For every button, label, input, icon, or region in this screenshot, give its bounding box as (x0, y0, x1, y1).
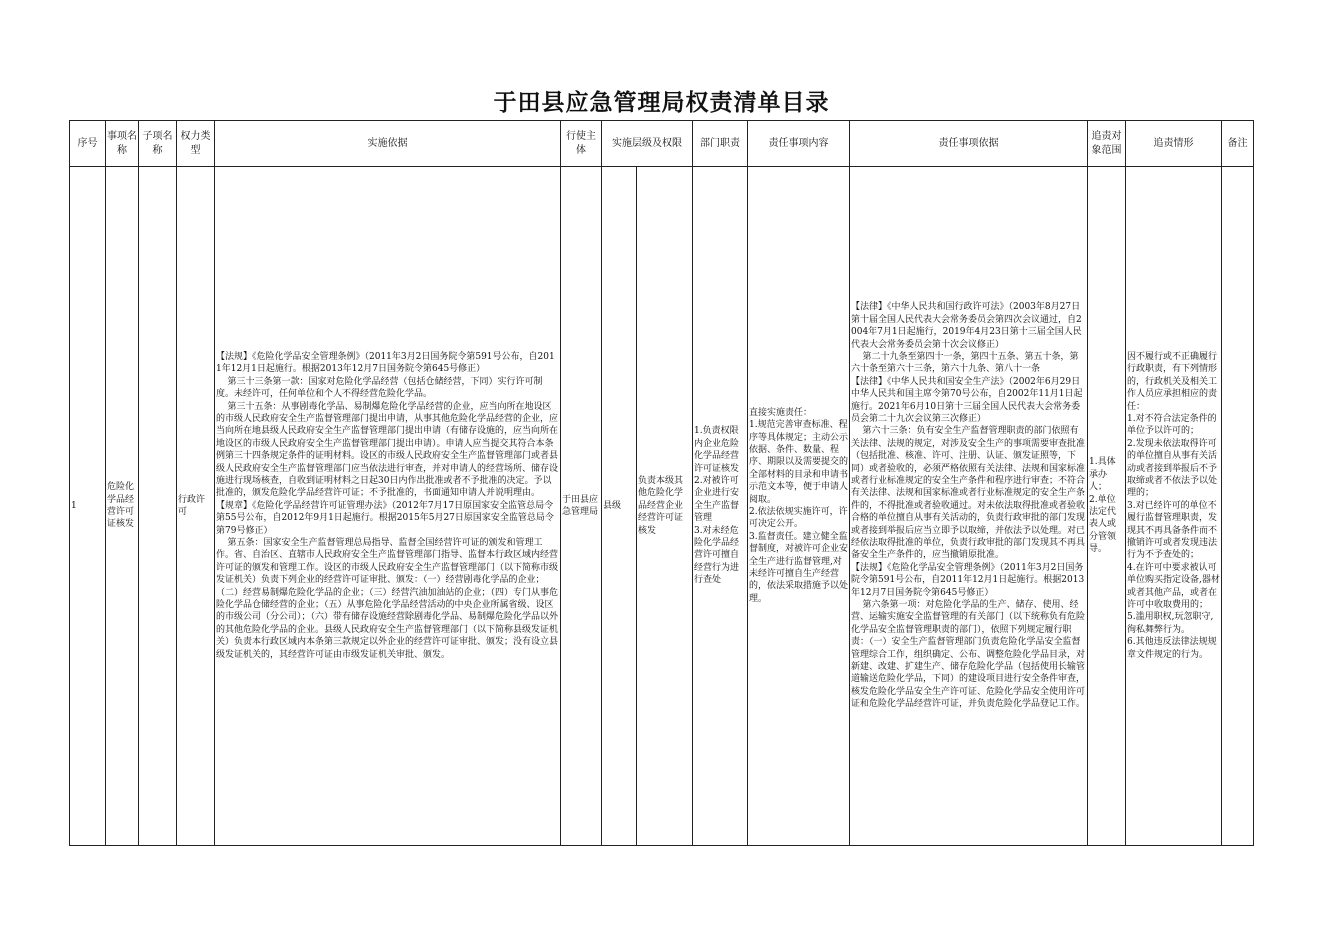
cell-subject: 于田县应急管理局 (561, 167, 602, 846)
header-power-type: 权力类型 (177, 121, 215, 167)
header-basis: 实施依据 (215, 121, 561, 167)
cell-power-type: 行政许可 (177, 167, 215, 846)
cell-item-name: 危险化学品经营许可证核发 (106, 167, 139, 846)
page-title: 于田县应急管理局权责清单目录 (493, 89, 830, 116)
cell-duty: 1.负责权限内企业危险化学品经营许可证核发 2.对被许可企业进行安全生产监督管理 3.对未经危险化学品经营许可擅自经营行为进行查处 (693, 167, 748, 846)
cell-circumstances: 因不履行或不正确履行行政职责，有下列情形的，行政机关及相关工作人员应承担相应的责任： 1.对不符合法定条件的单位予以许可的； 2.发现未依法取得许可的单位擅自从事有关活动或者接到举报后不予取缔或者不依法予以处理的； 3.对已经许可的单位不履行监督管理职责，发现其不再具备条件而不撤销许可或者发现违法行为不予查处的； 4.在许可中要求被认可单位购买指定设备,器材或者其他产品，或者在许可中收取费用的； 5.滥用职权,玩忽职守,徇私舞弊行为。 6.其他违反法律法规规章文件规定的行为。 (1126, 167, 1222, 846)
header-remarks: 备注 (1222, 121, 1254, 167)
authority-list-table (69, 120, 1254, 846)
header-subject: 行使主体 (561, 121, 602, 167)
header-seq: 序号 (70, 121, 106, 167)
header-sub-item: 子项名称 (139, 121, 177, 167)
cell-remarks (1222, 167, 1254, 846)
cell-resp-content: 直接实施责任： 1.规范完善审查标准、程序等具体规定；主动公示依据、条件、数量、程序、期限以及需要提交的全部材料的目录和申请书示范文本等，便于申请人阅取。 2.依法依规实施许可，许可决定公开。 3.监督责任。建立健全监督制度，对被许可企业安全生产进行监督管理,对未经许可擅自生产经营的，依法采取措施予以处理。 (748, 167, 850, 846)
header-resp-basis: 责任事项依据 (850, 121, 1088, 167)
cell-level-authority: 负责本级其他危险化学品经营企业经营许可证核发 (637, 167, 693, 846)
cell-resp-basis: 【法律】《中华人民共和国行政许可法》（2003年8月27日第十届全国人民代表大会常务委员会第四次会议通过，自2004年7月1日起施行，2019年4月23日第十三届全国人民代表大会常务委员会第十次会议修正） 第二十九条至第四十一条，第四十五条、第五十条，第六十条至第六十三条，第六十九条、第八十一条 【法律】《中华人民共和国安全生产法》（2002年6月29日中华人民共和国主席令第70号公布，自2002年11月1日起施行。2021年6月10日第十三届全国人民代表大会常务委员会第二十九次会议第三次修正） 第六十三条：负有安全生产监督管理职责的部门依照有关法律、法规的规定，对涉及安全生产的事项需要审查批准（包括批准、核准、许可、注册、认证、颁发证照等，下同）或者验收的，必须严格依照有关法律、法规和国家标准或者行业标准规定的安全生产条件和程序进行审查；不符合有关法律、法规和国家标准或者行业标准规定的安全生产条件的，不得批准或者验收通过。对未依法取得批准或者验收合格的单位擅自从事有关活动的，负责行政审批的部门发现或者接到举报后应当立即予以取缔，并依法予以处理。对已经依法取得批准的单位，负责行政审批的部门发现其不再具备安全生产条件的，应当撤销原批准。 【法规】《危险化学品安全管理条例》（2011年3月2日国务院令第591号公布，自2011年12月1日起施行。根据2013年12月7日国务院令第645号修正） 第六条第一项：对危险化学品的生产、储存、使用、经营、运输实施安全监督管理的有关部门（以下统称负有危险化学品安全监督管理职责的部门），依照下列规定履行职责：（一）安全生产监督管理部门负责危险化学品安全监督管理综合工作，组织确定、公布、调整危险化学品目录，对新建、改建、扩建生产、储存危险化学品（包括使用长输管道输送危险化学品，下同）的建设项目进行安全条件审查，核发危险化学品安全生产许可证、危险化学品安全使用许可证和危险化学品经营许可证，并负责危险化学品登记工作。 (850, 167, 1088, 846)
cell-target-scope: 1.具体承办人； 2.单位法定代表人或分管领导。 (1088, 167, 1126, 846)
cell-level: 县级 (602, 167, 637, 846)
header-circumstances: 追责情形 (1126, 121, 1222, 167)
cell-basis: 【法规】《危险化学品安全管理条例》（2011年3月2日国务院令第591号公布，自2011年12月1日起施行。根据2013年12月7日国务院令第645号修正） 第三十三条第一款：国家对危险化学品经营（包括仓储经营，下同）实行许可制度。未经许可，任何单位和个人不得经营危险化学品。 第三十五条：从事剧毒化学品、易制爆危险化学品经营的企业，应当向所在地设区的市级人民政府安全生产监督管理部门提出申请，从事其他危险化学品经营的企业，应当向所在地县级人民政府安全生产监督管理部门提出申请（有储存设施的，应当向所在地设区的市级人民政府安全生产监督管理部门提出申请）。申请人应当提交其符合本条例第三十四条规定条件的证明材料。设区的市级人民政府安全生产监督管理部门或者县级人民政府安全生产监督管理部门应当依法进行审查，并对申请人的经营场所、储存设施进行现场核查，自收到证明材料之日起30日内作出批准或者不予批准的决定。予以批准的，颁发危险化学品经营许可证；不予批准的，书面通知申请人并说明理由。 【规章】《危险化学品经营许可证管理办法》（2012年7月17日原国家安全监管总局令第55号公布，自2012年9月1日起施行。根据2015年5月27日原国家安全监管总局令第79号修正） 第五条：国家安全生产监督管理总局指导、监督全国经营许可证的颁发和管理工作。省、自治区、直辖市人民政府安全生产监督管理部门指导、监督本行政区域内经营许可证的颁发和管理工作。设区的市级人民政府安全生产监督管理部门（以下简称市级发证机关）负责下列企业的经营许可证审批、颁发：（一）经营剧毒化学品的企业；（二）经营易制爆危险化学品的企业；（三）经营汽油加油站的企业；（四）专门从事危险化学品仓储经营的企业；（五）从事危险化学品经营活动的中央企业所属省级、设区的市级公司（分公司）；（六）带有储存设施经营除剧毒化学品、易制爆危险化学品以外的其他危险化学品的企业。县级人民政府安全生产监督管理部门（以下简称县级发证机关）负责本行政区域内本条第三款规定以外企业的经营许可证审批、颁发；没有设立县级发证机关的，其经营许可证由市级发证机关审批、颁发。 (215, 167, 561, 846)
header-row (70, 121, 1254, 167)
header-item-name: 事项名称 (106, 121, 139, 167)
cell-seq: 1 (70, 167, 106, 846)
header-level: 实施层级及权限 (602, 121, 693, 167)
header-resp-content: 责任事项内容 (748, 121, 850, 167)
table-row (70, 167, 1254, 846)
header-target-scope: 追责对象范围 (1088, 121, 1126, 167)
cell-sub-item (139, 167, 177, 846)
header-duty: 部门职责 (693, 121, 748, 167)
